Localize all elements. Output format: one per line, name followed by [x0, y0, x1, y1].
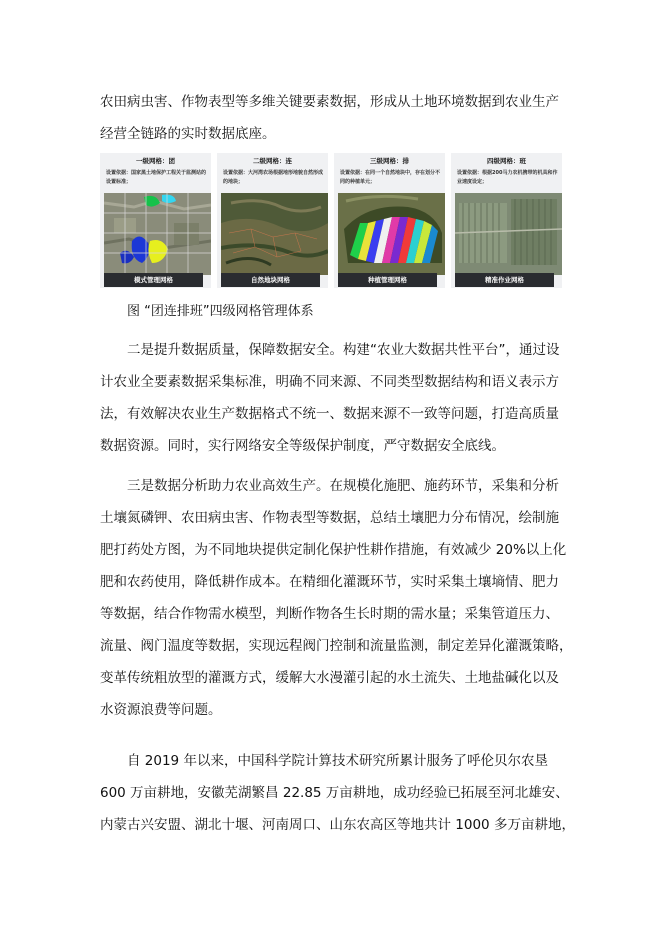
figure-panel-level2 — [217, 153, 328, 288]
text-line: 农田病虫害、作物表型等多维关键要素数据，形成从土地环境数据到农业生产 — [100, 94, 559, 110]
text-line: 自 2019 年以来，中国科学院计算技术研究所累计服务了呼伦贝尔农垦 — [127, 753, 548, 769]
precision-operation-map — [455, 193, 562, 275]
figure-panel-level4 — [451, 153, 562, 288]
figure-panel-level3 — [334, 153, 445, 288]
text-line: 流量、阀门温度等数据，实现远程阀门控制和流量监测，制定差异化灌溉策略， — [100, 638, 573, 654]
panel-label: 模式管理网格 — [104, 273, 203, 287]
monitoring-grid-map — [104, 193, 211, 275]
text-line: 600 万亩耕地，安徽芜湖繁昌 22.85 万亩耕地，成功经验已拓展至河北雄安、 — [100, 785, 569, 801]
text-line: 法，有效解决农业生产数据格式不统一、数据来源不一致等问题，打造高质量 — [100, 406, 559, 422]
panel-title: 二级网格：连 — [253, 157, 292, 165]
grid-system-figure — [100, 153, 562, 288]
body-paragraph-data-quality — [100, 334, 570, 462]
text-line: 经营全链路的实时数据底座。 — [100, 126, 276, 142]
text-line: 计农业全要素数据采集标准，明确不同来源、不同类型数据结构和语义表示方 — [100, 374, 559, 390]
body-paragraph-achievements — [100, 745, 575, 841]
text-line: 土壤氮磷钾、农田病虫害、作物表型等数据，总结土壤肥力分布情况，绘制施 — [100, 510, 559, 526]
panel-note: 设置依据：国家黑土地保护工程关于监测站的设置标准； — [106, 170, 207, 185]
text-line: 肥打药处方图，为不同地块提供定制化保护性耕作措施，有效减少 20%以上化 — [100, 542, 567, 558]
text-line: 三是数据分析助力农业高效生产。在规模化施肥、施药环节，采集和分析 — [127, 478, 559, 494]
body-paragraph-data-analysis — [100, 470, 573, 726]
panel-title: 一级网格：团 — [136, 157, 175, 165]
text-line: 肥和农药使用，降低耕作成本。在精细化灌溉环节，实时采集土壤墒情、肥力 — [100, 574, 559, 590]
panel-note: 设置依据：大河湾农场根据地形地貌自然形成的地块； — [223, 170, 324, 185]
intro-paragraph — [100, 86, 570, 150]
panel-label: 精准作业网格 — [455, 273, 554, 287]
planting-unit-map — [338, 193, 445, 275]
text-line: 二是提升数据质量，保障数据安全。构建“农业大数据共性平台”，通过设 — [127, 342, 560, 358]
panel-title: 四级网格：班 — [487, 157, 526, 165]
natural-plot-map — [221, 193, 328, 275]
text-line: 变革传统粗放型的灌溉方式，缓解大水漫灌引起的水土流失、土地盐碱化以及 — [100, 670, 559, 686]
text-line: 等数据，结合作物需水模型，判断作物各生长时期的需水量；采集管道压力、 — [100, 606, 559, 622]
text-line: 数据资源。同时，实行网络安全等级保护制度，严守数据安全底线。 — [100, 438, 505, 454]
text-line: 内蒙古兴安盟、湖北十堰、河南周口、山东农高区等地共计 1000 多万亩耕地， — [100, 817, 575, 833]
panel-note: 设置依据：根据200马力农机携带的机具和作业速度设定； — [457, 170, 558, 185]
text-line: 水资源浪费等问题。 — [100, 702, 222, 718]
panel-note: 设置依据：在同一个自然地块中，存在划分不同的种植单元； — [340, 170, 441, 185]
figure-panel-level1 — [100, 153, 211, 288]
figure-caption: 图 “团连排班”四级网格管理体系 — [127, 304, 314, 319]
panel-label: 自然地块网格 — [221, 273, 320, 287]
panel-title: 三级网格：排 — [370, 157, 409, 165]
panel-label: 种植管理网格 — [338, 273, 437, 287]
